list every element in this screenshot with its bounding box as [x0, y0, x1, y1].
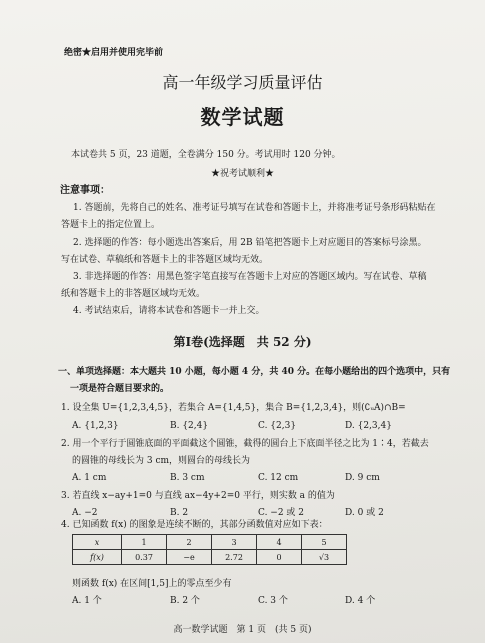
q3-option-a: A. −2: [72, 508, 98, 518]
q4-option-b: B. 2 个: [170, 596, 200, 606]
table-row: [73, 550, 347, 565]
q2-option-a: A. 1 cm: [72, 473, 107, 483]
q2-option-b: B. 3 cm: [170, 473, 205, 483]
q3-option-c: C. −2 或 2: [258, 508, 305, 518]
q3-option-d: D. 0 或 2: [345, 508, 384, 518]
notes-heading: 注意事项：: [60, 185, 110, 196]
exam-info: 本试卷共 5 页，23 道题，全卷满分 150 分。考试用时 120 分钟。: [71, 150, 341, 160]
table-cell: √3: [302, 550, 347, 565]
table-cell: x: [73, 535, 122, 550]
function-value-table: [72, 534, 347, 565]
q1-option-d: D. {2,3,4}: [345, 421, 392, 431]
table-row: [73, 535, 347, 550]
part-heading-cont: 一项是符合题目要求的。: [70, 384, 170, 394]
q4-option-c: C. 3 个: [258, 596, 288, 606]
q1-option-c: C. {2,3}: [258, 421, 297, 431]
q3-option-b: B. 2: [170, 508, 189, 518]
table-cell: 1: [122, 535, 167, 550]
q1-option-a: A. {1,2,3}: [72, 421, 119, 431]
note-line: 答题卡上的指定位置上。: [61, 220, 161, 230]
q2-option-d: D. 9 cm: [345, 473, 380, 483]
note-line: 4. 考试结束后，请将本试卷和答题卡一并上交。: [73, 306, 265, 316]
table-cell: 0.37: [122, 550, 167, 565]
section-title: 第Ⅰ卷(选择题 共 52 分): [173, 335, 312, 349]
question-4: 4. 已知函数 f(x) 的图象是连续不断的，其部分函数值对应如下表：: [61, 520, 328, 530]
table-cell: 4: [257, 535, 302, 550]
question-1: 1. 设全集 U={1,2,3,4,5}，若集合 A={1,4,5}，集合 B={1,2,3,4}，则(∁ᵤA)∩B=: [61, 403, 406, 413]
table-cell: 3: [212, 535, 257, 550]
note-line: 纸和答题卡上的非答题区域均无效。: [61, 289, 206, 299]
page-footer: 高一数学试题 第 1 页 (共 5 页): [173, 625, 312, 635]
question-3: 3. 若直线 x−ay+1=0 与直线 ax−4y+2=0 平行，则实数 a 的值为: [61, 491, 335, 501]
question-2-cont: 的圆锥的母线长为 3 cm，则圆台的母线长为: [72, 456, 251, 466]
part-heading: 一、单项选择题：本大题共 10 小题，每小题 4 分，共 40 分。在每小题给出的四个选项中，只有: [58, 367, 451, 377]
note-line: 3. 非选择题的作答：用黑色签字笔直接写在答题卡上对应的答题区域内。写在试卷、草稿: [73, 272, 427, 282]
table-cell: 5: [302, 535, 347, 550]
table-cell: 2: [167, 535, 212, 550]
q4-option-a: A. 1 个: [72, 596, 102, 606]
good-luck-note: ★祝考试顺利★: [210, 169, 274, 179]
table-cell: 2.72: [212, 550, 257, 565]
question-2: 2. 用一个平行于圆锥底面的平面截这个圆锥，截得的圆台上下底面半径之比为 1∶4，若截去: [61, 439, 429, 449]
note-line: 1. 答题前，先将自己的姓名、准考证号填写在试卷和答题卡上，并将准考证号条形码粘贴在: [73, 203, 436, 213]
note-line: 2. 选择题的作答：每小题选出答案后，用 2B 铅笔把答题卡上对应题目的答案标号涂黑。: [73, 238, 427, 248]
table-cell: −e: [167, 550, 212, 565]
table-cell: f(x): [73, 550, 122, 565]
note-line: 写在试卷、草稿纸和答题卡上的非答题区域均无效。: [61, 255, 269, 265]
q4-option-d: D. 4 个: [345, 596, 376, 606]
q2-option-c: C. 12 cm: [258, 473, 299, 483]
table-cell: 0: [257, 550, 302, 565]
confidential-note: 绝密★启用并使用完毕前: [64, 48, 164, 58]
exam-title: 高一年级学习质量评估: [162, 73, 323, 92]
question-4-cont: 则函数 f(x) 在区间[1,5]上的零点至少有: [72, 579, 232, 589]
q1-option-b: B. {2,4}: [170, 421, 209, 431]
subject-title: 数学试题: [200, 105, 285, 129]
